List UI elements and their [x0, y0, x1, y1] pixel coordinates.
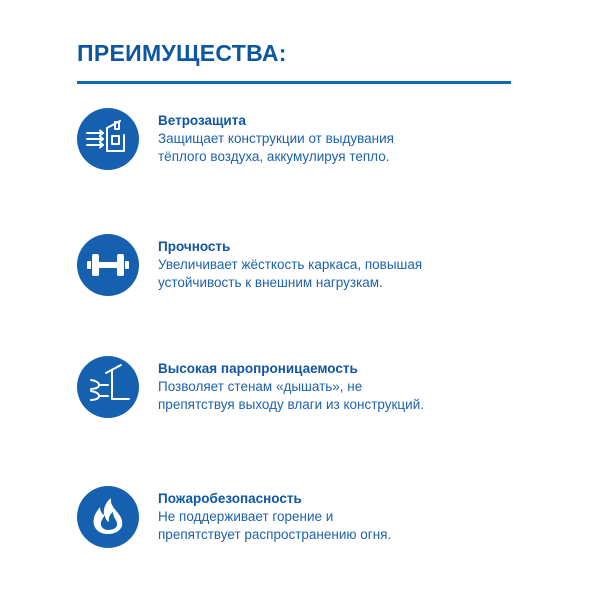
feature-description-line: устойчивость к внешним нагрузкам. [158, 275, 383, 290]
vapor-wall-icon [77, 356, 139, 418]
title-divider [77, 81, 511, 84]
feature-description [158, 130, 518, 166]
feature-text [158, 490, 518, 544]
page-title: ПРЕИМУЩЕСТВА: [77, 40, 287, 66]
feature-text [158, 238, 518, 292]
feature-wind-protection [77, 108, 517, 172]
feature-fire-safety [77, 486, 517, 550]
dumbbell-icon [77, 234, 139, 296]
feature-title: Ветрозащита [158, 113, 246, 128]
feature-description [158, 508, 518, 544]
feature-vapor-permeability [77, 356, 517, 420]
feature-description-line: Увеличивает жёсткость каркаса, повышая [158, 257, 423, 272]
feature-title: Прочность [158, 239, 231, 254]
feature-text [158, 112, 518, 166]
fire-icon [77, 486, 139, 548]
wind-house-icon [77, 108, 139, 170]
feature-description [158, 256, 518, 292]
feature-description-line: Не поддерживает горение и [158, 509, 334, 524]
feature-description-line: Защищает конструкции от выдувания [158, 131, 394, 146]
feature-title: Пожаробезопасность [158, 491, 302, 506]
feature-description-line: Позволяет стенам «дышать», не [158, 379, 363, 394]
feature-strength [77, 234, 517, 298]
feature-description [158, 378, 518, 414]
feature-text [158, 360, 518, 414]
feature-title: Высокая паропроницаемость [158, 361, 358, 376]
feature-description-line: препятствуя выходу влаги из конструкций. [158, 397, 424, 412]
feature-description-line: препятствует распространению огня. [158, 527, 392, 542]
feature-description-line: тёплого воздуха, аккумулируя тепло. [158, 149, 390, 164]
